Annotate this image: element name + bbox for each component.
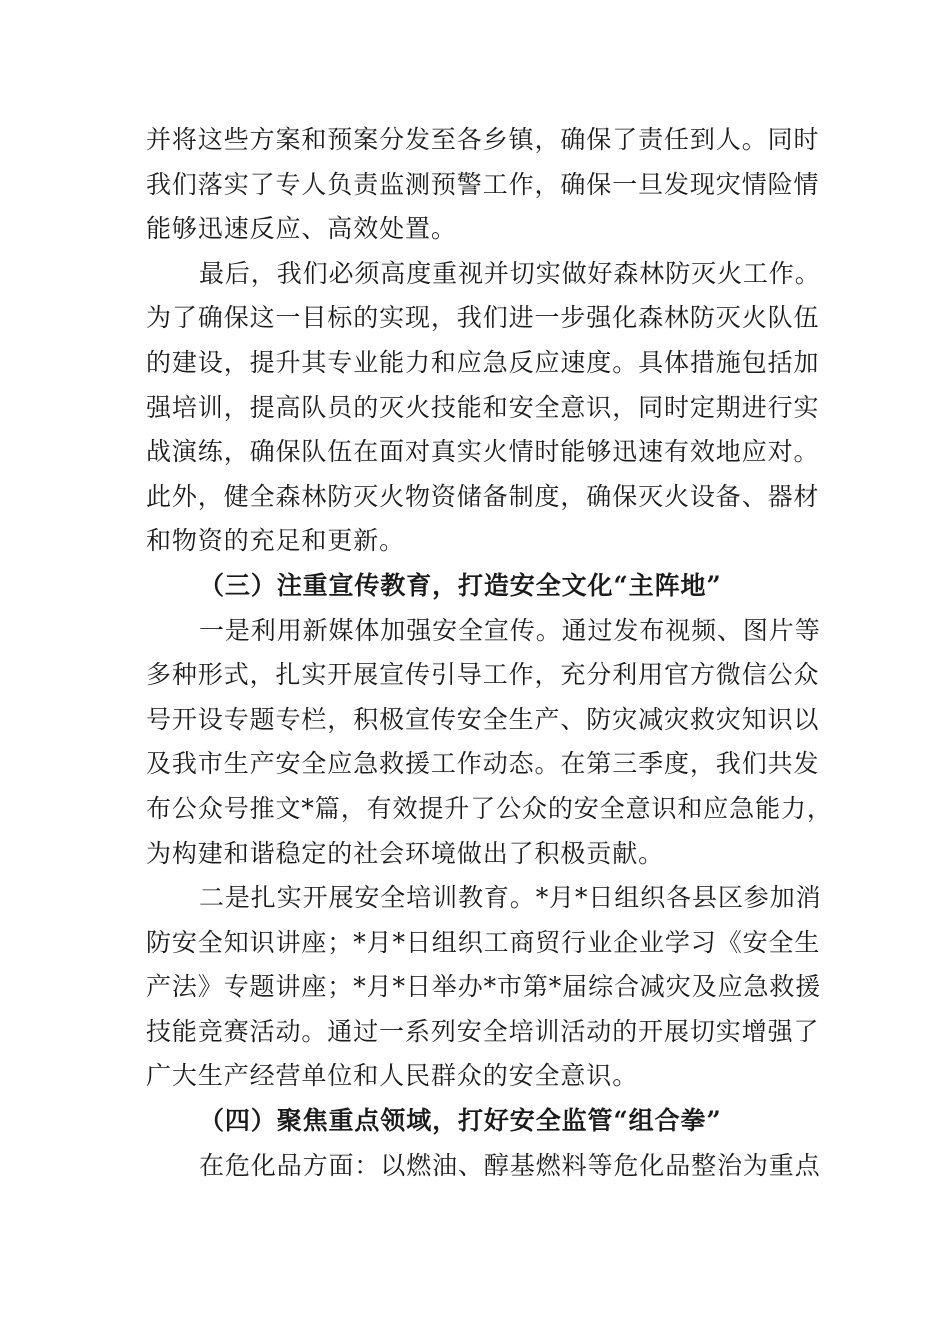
text-line-22: 广大生产经营单位和人民群众的安全意识。 — [146, 1061, 639, 1091]
text-line-5: 为了确保这一目标的实现，我们进一步强化森林防灭火队伍 — [146, 303, 820, 333]
text-line-13: 多种形式，扎实开展宣传引导工作，充分利用官方微信公众 — [146, 660, 820, 690]
text-line-21: 技能竞赛活动。通过一系列安全培训活动的开展切实增强了 — [146, 1016, 820, 1046]
text-line-19: 防安全知识讲座；*月*日组织工商贸行业企业学习《安全生 — [146, 927, 821, 957]
text-line-15: 及我市生产安全应急救援工作动态。在第三季度，我们共发 — [146, 749, 820, 779]
text-line-10: 和物资的充足和更新。 — [146, 526, 406, 556]
section-heading-three: （三）注重宣传教育，打造安全文化“主阵地” — [199, 570, 722, 600]
section-heading-four: （四）聚焦重点领域，打好安全监管“组合拳” — [199, 1106, 722, 1136]
text-line-9: 此外，健全森林防灭火物资储备制度，确保灭火设备、器材 — [146, 481, 820, 511]
text-line-2: 我们落实了专人负责监测预警工作，确保一旦发现灾情险情 — [146, 169, 820, 199]
paragraph-start-new-media: 一是利用新媒体加强安全宣传。通过发布视频、图片等 — [199, 615, 821, 645]
text-line-3: 能够迅速反应、高效处置。 — [146, 214, 457, 244]
document-page — [146, 118, 833, 1188]
text-line-14: 号开设专题专栏，积极宣传安全生产、防灾减灾救灾知识以 — [146, 704, 820, 734]
text-line-1: 并将这些方案和预案分发至各乡镇，确保了责任到人。同时 — [146, 125, 820, 154]
text-line-6: 的建设，提升其专业能力和应急反应速度。具体措施包括加 — [146, 347, 820, 377]
paragraph-start-hazardous-chemicals: 在危化品方面：以燃油、醇基燃料等危化品整治为重点 — [199, 1150, 821, 1180]
paragraph-start-training: 二是扎实开展安全培训教育。*月*日组织各县区参加消 — [199, 883, 822, 913]
text-line-8: 战演练，确保队伍在面对真实火情时能够迅速有效地应对。 — [146, 437, 820, 467]
paragraph-start-forest-fire: 最后，我们必须高度重视并切实做好森林防灭火工作。 — [199, 258, 821, 288]
text-line-20: 产法》专题讲座；*月*日举办*市第*届综合减灾及应急救援 — [146, 972, 822, 1002]
text-line-7: 强培训，提高队员的灭火技能和安全意识，同时定期进行实 — [146, 392, 820, 422]
text-line-17: 为构建和谐稳定的社会环境做出了积极贡献。 — [146, 838, 665, 868]
text-line-16: 布公众号推文*篇，有效提升了公众的安全意识和应急能力， — [146, 793, 833, 823]
